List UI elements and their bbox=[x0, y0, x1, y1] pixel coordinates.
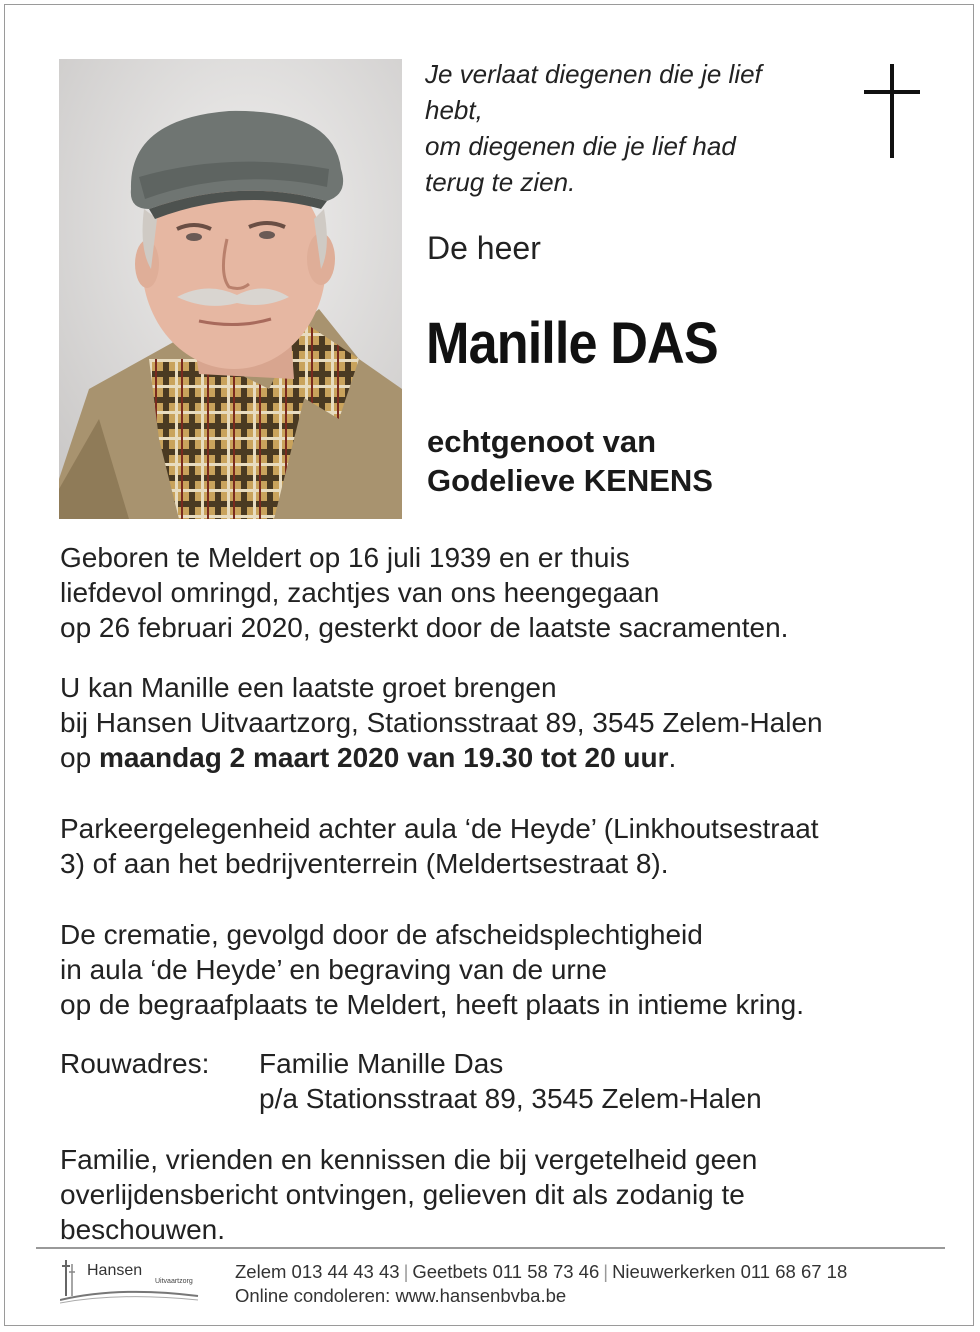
address-line: Familie Manille Das bbox=[259, 1048, 504, 1079]
online-condolences: Online condoleren: www.hansenbvba.be bbox=[235, 1285, 567, 1306]
paragraph-line: op de begraafplaats te Meldert, heeft plaats in intieme kring. bbox=[60, 989, 804, 1020]
separator: | bbox=[603, 1261, 609, 1282]
honorific: De heer bbox=[427, 230, 541, 266]
paragraph-line: overlijdensbericht ontvingen, gelieven dit als zodanig te bbox=[60, 1179, 745, 1210]
paragraph-line: liefdevol omringd, zachtjes van ons heengegaan bbox=[60, 577, 660, 608]
memorial-quote bbox=[425, 56, 845, 200]
paragraph-line: Geboren te Meldert op 16 juli 1939 en er thuis bbox=[60, 542, 630, 573]
visitation-date-line bbox=[60, 740, 940, 775]
mourning-address-lines bbox=[259, 1046, 762, 1116]
footer-divider bbox=[36, 1247, 945, 1249]
portrait-illustration bbox=[59, 59, 402, 519]
logo-subtitle: Uitvaartzorg bbox=[155, 1278, 193, 1285]
paragraph-line: in aula ‘de Heyde’ en begraving van de urne bbox=[60, 954, 607, 985]
deceased-name: Manille DAS bbox=[426, 311, 718, 376]
separator: | bbox=[403, 1261, 409, 1282]
paragraph-line: Parkeergelegenheid achter aula ‘de Heyde’ (Linkhoutsestraat bbox=[60, 813, 819, 844]
mourning-address-label: Rouwadres: bbox=[60, 1048, 210, 1079]
quote-line: hebt, bbox=[425, 95, 483, 125]
funeral-home-logo bbox=[60, 1256, 210, 1306]
visitation-suffix: . bbox=[668, 742, 677, 773]
paragraph-line: op 26 februari 2020, gesterkt door de laatste sacramenten. bbox=[60, 612, 789, 643]
footer-contact bbox=[235, 1260, 847, 1308]
office-phone: Nieuwerkerken 011 68 67 18 bbox=[612, 1261, 848, 1282]
visitation-paragraph bbox=[60, 670, 940, 775]
spouse-name: Godelieve KENENS bbox=[427, 463, 713, 498]
spouse-info bbox=[427, 422, 713, 500]
quote-line: terug te zien. bbox=[425, 167, 576, 197]
birth-death-paragraph bbox=[60, 540, 940, 645]
paragraph-line: 3) of aan het bedrijventerrein (Meldertsestraat 8). bbox=[60, 848, 669, 879]
quote-line: Je verlaat diegenen die je lief bbox=[425, 59, 762, 89]
spouse-relation: echtgenoot van bbox=[427, 424, 657, 459]
address-line: p/a Stationsstraat 89, 3545 Zelem-Halen bbox=[259, 1083, 762, 1114]
paragraph-line: beschouwen. bbox=[60, 1214, 226, 1245]
visitation-prefix: op bbox=[60, 742, 99, 773]
parking-paragraph bbox=[60, 811, 940, 881]
office-phones bbox=[235, 1260, 847, 1284]
paragraph-line: Familie, vrienden en kennissen die bij vergetelheid geen bbox=[60, 1144, 758, 1175]
visitation-date: maandag 2 maart 2020 van 19.30 tot 20 uur bbox=[98, 742, 669, 773]
logo-name: Hansen bbox=[87, 1262, 143, 1279]
portrait-photo bbox=[59, 59, 402, 519]
cremation-paragraph bbox=[60, 917, 940, 1022]
paragraph-line: De crematie, gevolgd door de afscheidsplechtigheid bbox=[60, 919, 703, 950]
office-phone: Geetbets 011 58 73 46 bbox=[412, 1261, 600, 1282]
notice-paragraph bbox=[60, 1142, 940, 1247]
quote-line: om diegenen die je lief had bbox=[425, 131, 736, 161]
paragraph-line: U kan Manille een laatste groet brengen bbox=[60, 672, 557, 703]
paragraph-line: bij Hansen Uitvaartzorg, Stationsstraat 89, 3545 Zelem-Halen bbox=[60, 707, 823, 738]
office-phone: Zelem 013 44 43 43 bbox=[235, 1261, 400, 1282]
cross-icon bbox=[864, 64, 920, 158]
